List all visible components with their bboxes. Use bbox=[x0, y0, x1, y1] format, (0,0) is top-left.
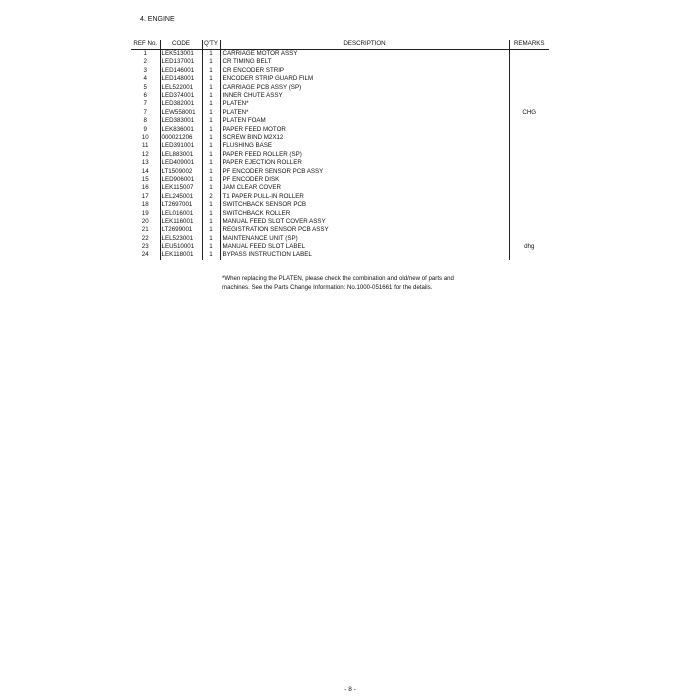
code-cell: LEK513001 bbox=[160, 50, 202, 59]
ref-cell: 22 bbox=[141, 234, 149, 242]
remarks-cell: CHG bbox=[509, 109, 549, 117]
ref-cell: 2 bbox=[143, 58, 147, 66]
description-cell: PF ENCODER DISK bbox=[220, 176, 509, 184]
ref-cell: 10 bbox=[141, 134, 149, 141]
description-cell: MANUAL FEED SLOT LABEL bbox=[220, 243, 509, 251]
table-row bbox=[131, 218, 549, 226]
code-cell: LEU510001 bbox=[160, 243, 202, 251]
description-cell: T1 PAPER PULL-IN ROLLER bbox=[220, 193, 509, 201]
description-cell: PAPER EJECTION ROLLER bbox=[220, 159, 509, 167]
ref-cell: 21 bbox=[141, 226, 149, 234]
description-cell: BYPASS INSTRUCTION LABEL bbox=[220, 251, 509, 259]
description-cell: PAPER FEED ROLLER (SP) bbox=[220, 151, 509, 159]
code-cell: LED146001 bbox=[160, 67, 202, 75]
note-line: machines. See the Parts Change Information: No.1000-051661 for the details. bbox=[222, 284, 433, 291]
code-cell: LED374001 bbox=[160, 92, 202, 100]
code-cell: 000021206 bbox=[160, 134, 202, 142]
remarks-cell bbox=[509, 176, 549, 184]
remarks-cell bbox=[509, 167, 549, 175]
remarks-cell bbox=[509, 58, 549, 66]
remarks-cell bbox=[509, 218, 549, 226]
description-cell: INNER CHUTE ASSY bbox=[220, 92, 509, 100]
ref-cell: 11 bbox=[142, 142, 149, 150]
ref-cell: 13 bbox=[141, 159, 149, 167]
table-row bbox=[131, 159, 549, 167]
remarks-cell bbox=[509, 142, 549, 150]
remarks-cell bbox=[509, 184, 549, 192]
code-cell: LEK836001 bbox=[160, 126, 202, 134]
ref-cell: 14 bbox=[141, 167, 149, 175]
ref-cell: 8 bbox=[143, 117, 147, 125]
remarks-cell bbox=[509, 251, 549, 259]
table-row bbox=[131, 58, 549, 66]
section-title: 4. ENGINE bbox=[140, 16, 175, 23]
remarks-cell bbox=[509, 201, 549, 209]
qty-cell: 1 bbox=[202, 151, 220, 159]
ref-cell: 1 bbox=[143, 50, 147, 58]
table-row bbox=[131, 100, 549, 108]
ref-cell: 15 bbox=[141, 175, 149, 183]
qty-cell: 1 bbox=[202, 117, 220, 125]
platen-note bbox=[222, 274, 522, 292]
parts-table bbox=[131, 40, 549, 260]
page-number: - 8 - bbox=[344, 686, 356, 693]
description-cell: SCREW BIND M2X12 bbox=[220, 134, 509, 142]
description-cell: PLATEN* bbox=[220, 100, 509, 108]
header-code: CODE bbox=[160, 40, 202, 50]
description-cell: CR ENCODER STRIP bbox=[220, 67, 509, 75]
qty-cell: 1 bbox=[202, 184, 220, 192]
table-row bbox=[131, 126, 549, 134]
qty-cell: 1 bbox=[202, 167, 220, 175]
remarks-cell bbox=[509, 84, 549, 92]
description-cell: SWITCHBACK ROLLER bbox=[220, 209, 509, 217]
code-cell: LED409001 bbox=[160, 159, 202, 167]
header-remarks: REMARKS bbox=[509, 40, 549, 50]
remarks-cell: dhg bbox=[509, 243, 549, 251]
code-cell: LT1509002 bbox=[160, 167, 202, 175]
code-cell: LEK118001 bbox=[160, 251, 202, 259]
remarks-cell bbox=[509, 226, 549, 234]
ref-cell: 20 bbox=[141, 217, 149, 225]
table-row bbox=[131, 184, 549, 192]
code-cell: LED906001 bbox=[160, 176, 202, 184]
table-row bbox=[131, 84, 549, 92]
qty-cell: 1 bbox=[202, 134, 220, 142]
ref-cell: 5 bbox=[143, 83, 147, 91]
qty-cell: 1 bbox=[202, 209, 220, 217]
code-cell: LT2699001 bbox=[160, 226, 202, 234]
qty-cell: 1 bbox=[202, 100, 220, 108]
header-qty: Q'TY bbox=[202, 40, 220, 50]
ref-cell: 17 bbox=[141, 192, 149, 200]
qty-cell: 1 bbox=[202, 235, 220, 243]
qty-cell: 1 bbox=[202, 109, 220, 117]
qty-cell: 1 bbox=[202, 75, 220, 83]
ref-cell: 9 bbox=[143, 125, 147, 133]
description-cell: REGISTRATION SENSOR PCB ASSY bbox=[220, 226, 509, 234]
remarks-cell bbox=[509, 159, 549, 167]
table-row bbox=[131, 176, 549, 184]
qty-cell: 1 bbox=[202, 58, 220, 66]
table-row bbox=[131, 75, 549, 83]
remarks-cell bbox=[509, 209, 549, 217]
description-cell: SWITCHBACK SENSOR PCB bbox=[220, 201, 509, 209]
description-cell: ENCODER STRIP GUARD FILM bbox=[220, 75, 509, 83]
qty-cell: 1 bbox=[202, 92, 220, 100]
code-cell: LEL883001 bbox=[160, 151, 202, 159]
qty-cell: 1 bbox=[202, 84, 220, 92]
code-cell: LEL523001 bbox=[160, 235, 202, 243]
table-row bbox=[131, 193, 549, 201]
table-row bbox=[131, 251, 549, 259]
table-row bbox=[131, 92, 549, 100]
ref-cell: 3 bbox=[143, 66, 147, 74]
remarks-cell bbox=[509, 50, 549, 59]
qty-cell: 1 bbox=[202, 201, 220, 209]
qty-cell: 1 bbox=[202, 243, 220, 251]
table-header-row bbox=[131, 40, 549, 50]
description-cell: CR TIMING BELT bbox=[220, 58, 509, 66]
remarks-cell bbox=[509, 75, 549, 83]
remarks-cell bbox=[509, 67, 549, 75]
remarks-cell bbox=[509, 92, 549, 100]
code-cell: LEK116001 bbox=[160, 218, 202, 226]
description-cell: FLUSHING BASE bbox=[220, 142, 509, 150]
ref-cell: 19 bbox=[141, 209, 149, 217]
code-cell: LEL245001 bbox=[160, 193, 202, 201]
description-cell: PF ENCODER SENSOR PCB ASSY bbox=[220, 167, 509, 175]
description-cell: PAPER FEED MOTOR bbox=[220, 126, 509, 134]
qty-cell: 1 bbox=[202, 176, 220, 184]
ref-cell: 23 bbox=[141, 243, 149, 251]
table-row bbox=[131, 243, 549, 251]
table-row bbox=[131, 117, 549, 125]
remarks-cell bbox=[509, 193, 549, 201]
qty-cell: 1 bbox=[202, 218, 220, 226]
qty-cell: 1 bbox=[202, 67, 220, 75]
code-cell: LED391001 bbox=[160, 142, 202, 150]
description-cell: CARRIAGE PCB ASSY (SP) bbox=[220, 84, 509, 92]
description-cell: PLATEN* bbox=[220, 109, 509, 117]
table-row bbox=[131, 167, 549, 175]
remarks-cell bbox=[509, 100, 549, 108]
code-cell: LEK115007 bbox=[160, 184, 202, 192]
table-row bbox=[131, 134, 549, 142]
table-row bbox=[131, 50, 549, 59]
code-cell: LED383001 bbox=[160, 117, 202, 125]
ref-cell: 6 bbox=[143, 92, 147, 100]
table-row bbox=[131, 209, 549, 217]
table-row bbox=[131, 151, 549, 159]
qty-cell: 1 bbox=[202, 226, 220, 234]
code-cell: LEW558001 bbox=[160, 109, 202, 117]
qty-cell: 1 bbox=[202, 251, 220, 259]
description-cell: MAINTENANCE UNIT (SP) bbox=[220, 235, 509, 243]
qty-cell: 1 bbox=[202, 50, 220, 59]
ref-cell: 4 bbox=[143, 75, 147, 83]
qty-cell: 1 bbox=[202, 126, 220, 134]
table-row bbox=[131, 142, 549, 150]
code-cell: LEL016001 bbox=[160, 209, 202, 217]
code-cell: LED382001 bbox=[160, 100, 202, 108]
header-description: DESCRIPTION bbox=[220, 40, 509, 50]
code-cell: LED137001 bbox=[160, 58, 202, 66]
parts-table-body bbox=[131, 50, 549, 260]
remarks-cell bbox=[509, 126, 549, 134]
ref-cell: 24 bbox=[141, 251, 149, 259]
table-row bbox=[131, 235, 549, 243]
description-cell: JAM CLEAR COVER bbox=[220, 184, 509, 192]
ref-cell: 7 bbox=[143, 108, 147, 116]
qty-cell: 1 bbox=[202, 159, 220, 167]
table-row bbox=[131, 109, 549, 117]
qty-cell: 1 bbox=[202, 142, 220, 150]
ref-cell: 12 bbox=[141, 150, 149, 158]
description-cell: CARRIAGE MOTOR ASSY bbox=[220, 50, 509, 59]
table-row bbox=[131, 201, 549, 209]
remarks-cell bbox=[509, 134, 549, 142]
code-cell: LEL522001 bbox=[160, 84, 202, 92]
ref-cell: 16 bbox=[141, 184, 149, 192]
ref-cell: 18 bbox=[141, 201, 149, 209]
table-row bbox=[131, 67, 549, 75]
remarks-cell bbox=[509, 117, 549, 125]
qty-cell: 2 bbox=[202, 193, 220, 201]
note-line: *When replacing the PLATEN, please check the combination and old/new of parts and bbox=[222, 275, 454, 282]
code-cell: LT2697001 bbox=[160, 201, 202, 209]
description-cell: PLATEN FOAM bbox=[220, 117, 509, 125]
description-cell: MANUAL FEED SLOT COVER ASSY bbox=[220, 218, 509, 226]
remarks-cell bbox=[509, 151, 549, 159]
remarks-cell bbox=[509, 235, 549, 243]
table-row bbox=[131, 226, 549, 234]
code-cell: LED148001 bbox=[160, 75, 202, 83]
header-ref: REF No. bbox=[131, 40, 160, 50]
ref-cell: 7 bbox=[143, 100, 147, 108]
